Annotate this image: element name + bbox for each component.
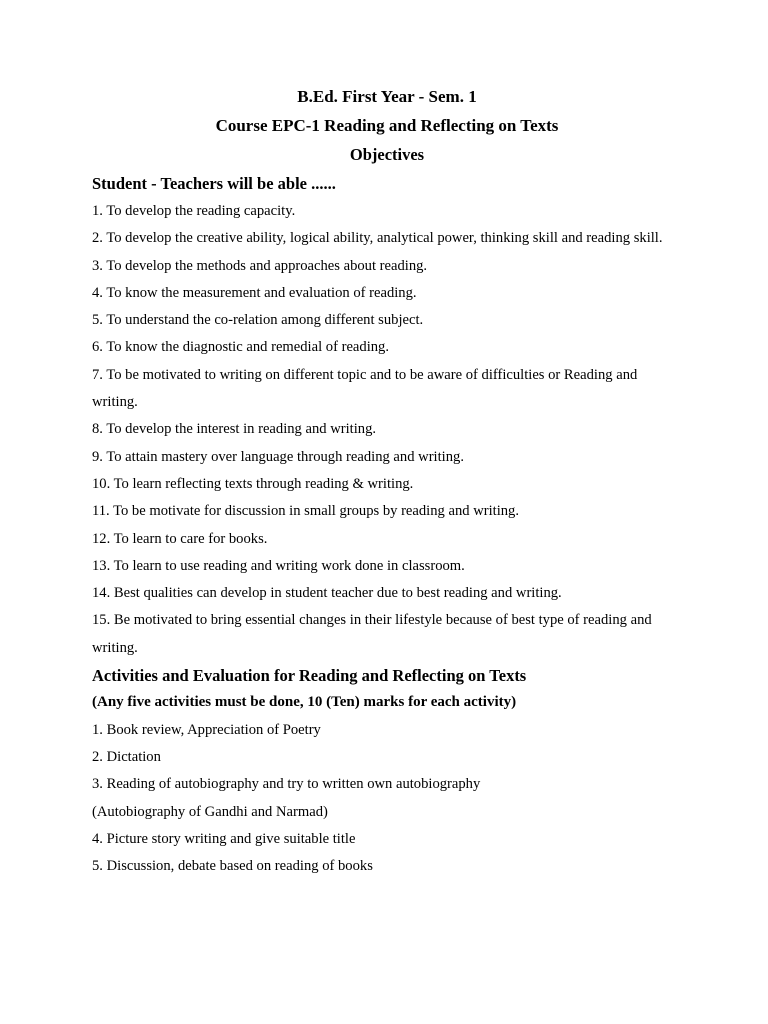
document-title: B.Ed. First Year - Sem. 1 (297, 87, 477, 106)
activities-note: (Any five activities must be done, 10 (Ten) marks for each activity) (92, 694, 517, 711)
objective-item: 14. Best qualities can develop in student teacher due to best reading and writing. (92, 585, 562, 602)
objective-item: 12. To learn to care for books. (92, 530, 268, 547)
objective-item: 2. To develop the creative ability, logical ability, analytical power, thinking skill and reading skill. (92, 230, 663, 247)
objective-item: 6. To know the diagnostic and remedial of reading. (92, 339, 389, 356)
objective-item: 1. To develop the reading capacity. (92, 203, 296, 219)
activity-item: 1. Book review, Appreciation of Poetry (92, 721, 321, 738)
objective-item: 15. Be motivated to bring essential changes in their lifestyle because of best type of reading and writing. (92, 612, 656, 656)
activities-list (92, 717, 682, 881)
objective-item: 5. To understand the co-relation among different subject. (92, 312, 424, 329)
course-title: Course EPC-1 Reading and Reflecting on Texts (215, 116, 559, 135)
objective-item: 4. To know the measurement and evaluation of reading. (92, 284, 417, 301)
objective-item: 11. To be motivate for discussion in small groups by reading and writing. (92, 503, 520, 520)
activities-heading: Activities and Evaluation for Reading and Reflecting on Texts (92, 666, 527, 686)
objective-item: 8. To develop the interest in reading and writing. (92, 421, 377, 438)
document-content (92, 87, 682, 880)
objective-item: 9. To attain mastery over language through reading and writing. (92, 448, 464, 465)
objective-item: 3. To develop the methods and approaches about reading. (92, 257, 428, 274)
activity-item: 3. Reading of autobiography and try to written own autobiography (92, 776, 481, 793)
activity-item: 2. Dictation (92, 748, 161, 765)
activity-item: 5. Discussion, debate based on reading of books (92, 858, 373, 875)
objectives-heading: Objectives (349, 145, 425, 164)
objective-item: 7. To be motivated to writing on different topic and to be aware of difficulties or Reading and writing. (92, 366, 641, 411)
objective-item: 13. To learn to use reading and writing work done in classroom. (92, 557, 465, 574)
activity-item: (Autobiography of Gandhi and Narmad) (92, 803, 328, 820)
objective-item: 10. To learn reflecting texts through reading & writing. (92, 475, 414, 492)
objectives-lead: Student - Teachers will be able ...... (92, 174, 336, 193)
activity-item: 4. Picture story writing and give suitable title (92, 830, 356, 847)
objectives-list (92, 198, 682, 662)
